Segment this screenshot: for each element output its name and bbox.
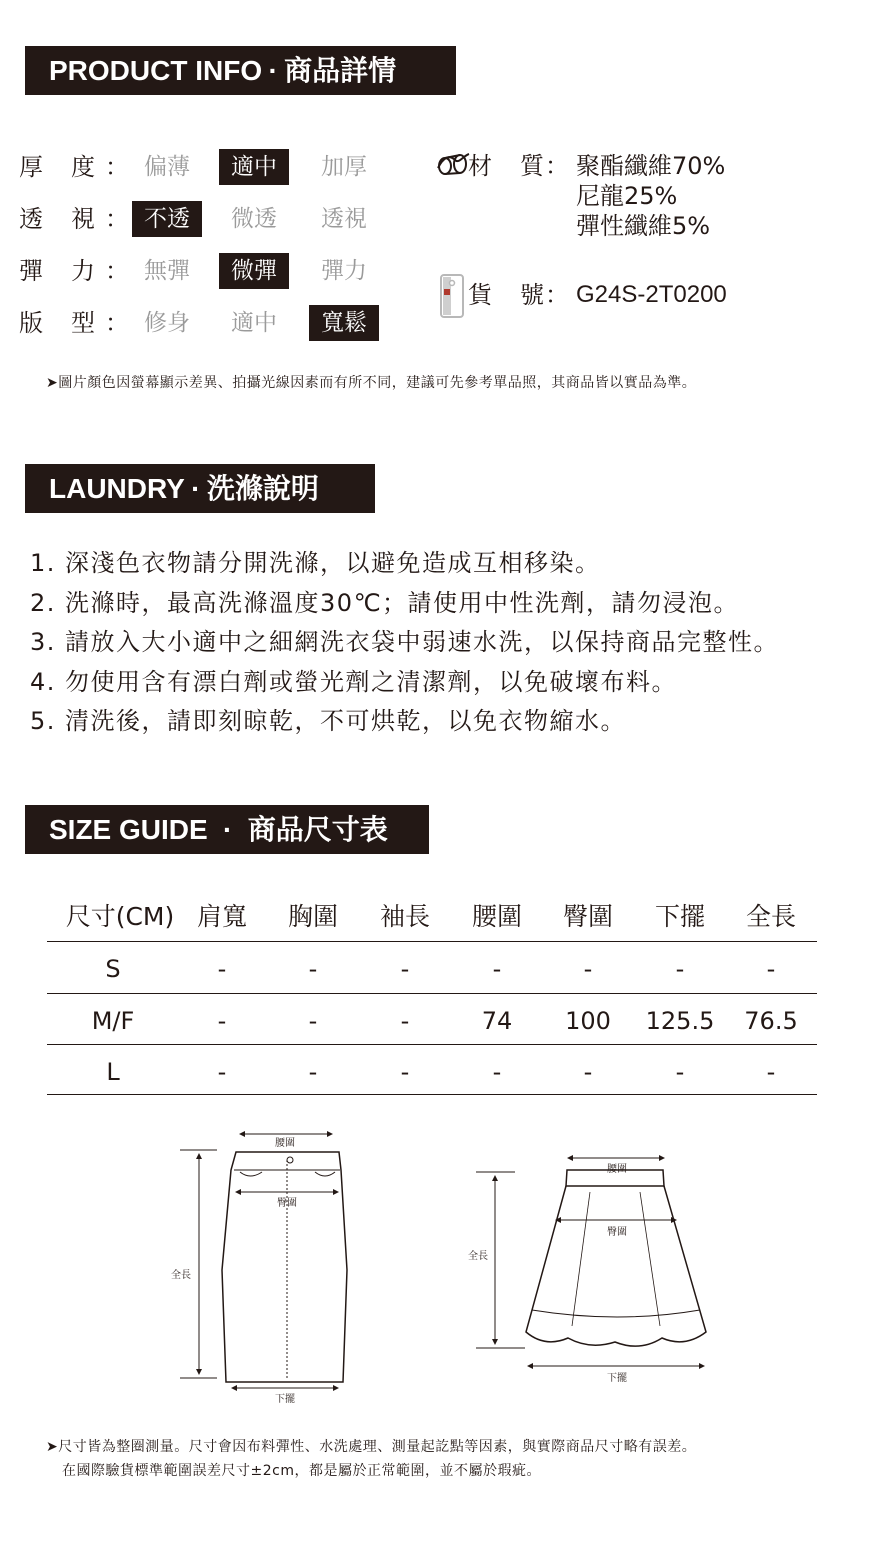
- size-table-cell: -: [766, 1058, 776, 1086]
- item-number-colon: ：: [545, 281, 569, 309]
- size-table-rule: [47, 941, 817, 942]
- size-table-cell: -: [492, 955, 502, 983]
- diagram-label-length: 全長: [468, 1251, 488, 1262]
- size-table-size-cell: S: [105, 955, 121, 983]
- attribute-option-selected: 微彈: [219, 253, 289, 289]
- size-table-cell: -: [583, 1058, 593, 1086]
- attribute-option: 加厚: [321, 154, 367, 180]
- laundry-header-zh: 洗滌說明: [206, 473, 319, 504]
- product-info-header-en: PRODUCT INFO: [49, 55, 263, 86]
- size-table-header-cell: 袖長: [379, 902, 430, 931]
- attribute-label-char2: 型: [71, 309, 95, 337]
- laundry-item: 3. 請放入大小適中之細網洗衣袋中弱速水洗，以保持商品完整性。: [30, 628, 780, 656]
- attribute-option-selected: 不透: [132, 201, 202, 237]
- attribute-option-selected: 適中: [219, 149, 289, 185]
- attribute-option: 偏薄: [144, 154, 190, 180]
- size-table-rule: [47, 1094, 817, 1095]
- flared-skirt-diagram: [468, 1158, 706, 1384]
- product-info-header: [25, 46, 456, 95]
- size-table-cell: -: [400, 955, 410, 983]
- material-char2: 質: [520, 152, 544, 180]
- size-table-cell: -: [308, 955, 318, 983]
- size-table-cell: 76.5: [744, 1007, 798, 1035]
- size-table-header-cell: 下擺: [654, 902, 705, 931]
- attribute-option-selected: 寬鬆: [309, 305, 379, 341]
- item-number-char1: 貨: [468, 281, 492, 309]
- attribute-row: [19, 303, 419, 343]
- size-note-line-2: 在國際驗貨標準範圍誤差尺寸±2cm，都是屬於正常範圍，並不屬於瑕疵。: [62, 1463, 541, 1479]
- size-table-cell: 74: [481, 1007, 513, 1035]
- laundry-item: 1. 深淺色衣物請分開洗滌，以避免造成互相移染。: [30, 549, 601, 577]
- size-table-cell: -: [217, 955, 227, 983]
- size-table-rule: [47, 1044, 817, 1045]
- size-table-cell: -: [766, 955, 776, 983]
- size-table-header-cell: 全長: [745, 902, 796, 931]
- skirt-diagrams: [0, 1120, 875, 1420]
- item-number-value: G24S-2T0200: [576, 281, 727, 308]
- laundry-header-en: LAUNDRY: [49, 473, 185, 504]
- size-table-header-cell: 腰圍: [471, 902, 522, 931]
- diagram-label-hip: 臀圍: [607, 1227, 627, 1238]
- color-disclaimer-note: ➤圖片顏色因螢幕顯示差異、拍攝光線因素而有所不同，建議可先參考單品照，其商品皆以實品為準。: [46, 375, 697, 391]
- diagram-label-waist: 腰圍: [607, 1164, 627, 1175]
- size-table-cell: -: [400, 1007, 410, 1035]
- size-table-header-cell: 臀圍: [562, 902, 613, 931]
- attribute-label-colon: ：: [105, 153, 129, 181]
- size-table-cell: -: [492, 1058, 502, 1086]
- attribute-row: [19, 147, 419, 187]
- attribute-row: [19, 199, 419, 239]
- attribute-label-colon: ：: [105, 205, 129, 233]
- size-table-header-cell: 胸圍: [287, 902, 338, 931]
- header-dot: ·: [268, 55, 278, 86]
- attribute-option: 透視: [321, 206, 367, 232]
- size-table-cell: -: [583, 955, 593, 983]
- diagram-label-hem: 下擺: [275, 1394, 295, 1405]
- tag-icon: [440, 274, 464, 318]
- material-char1: 材: [468, 152, 492, 180]
- diagram-label-hem: 下擺: [607, 1373, 627, 1384]
- product-info-header-zh: 商品詳情: [284, 55, 397, 86]
- material-line-2: 尼龍25%: [576, 182, 678, 210]
- laundry-item: 4. 勿使用含有漂白劑或螢光劑之清潔劑，以免破壞布料。: [30, 668, 678, 696]
- laundry-header: [25, 464, 375, 513]
- material-line-1: 聚酯纖維70%: [576, 152, 726, 180]
- attribute-option: 微透: [231, 206, 277, 232]
- size-table-cell: 125.5: [645, 1007, 715, 1035]
- diagram-label-hip: 臀圍: [277, 1198, 297, 1209]
- attribute-label-char2: 度: [71, 153, 95, 181]
- attribute-row: [19, 251, 419, 291]
- size-guide-header-en: SIZE GUIDE: [49, 814, 208, 845]
- attribute-option: 無彈: [144, 258, 190, 284]
- size-table-size-cell: L: [106, 1058, 120, 1086]
- header-dot: ·: [191, 473, 201, 504]
- attribute-label-colon: ：: [105, 309, 129, 337]
- header-dot: ·: [223, 814, 233, 845]
- attribute-label-char2: 視: [71, 205, 95, 233]
- size-note-line-1: ➤尺寸皆為整圈測量。尺寸會因布料彈性、水洗處理、測量起訖點等因素，與實際商品尺寸略有誤差。: [46, 1439, 697, 1455]
- size-table-size-cell: M/F: [91, 1007, 135, 1035]
- diagram-label-waist: 腰圍: [275, 1138, 295, 1149]
- item-number-char2: 號: [520, 281, 544, 309]
- material-line-3: 彈性纖維5%: [576, 212, 711, 240]
- size-table-cell: -: [675, 955, 685, 983]
- attribute-label-char1: 版: [19, 309, 43, 337]
- size-table-cell: -: [675, 1058, 685, 1086]
- size-guide-header: [25, 805, 429, 854]
- attribute-label-char1: 透: [19, 205, 43, 233]
- size-table-cell: 100: [565, 1007, 611, 1035]
- laundry-item: 5. 清洗後，請即刻晾乾，不可烘乾，以免衣物縮水。: [30, 707, 627, 735]
- size-table-header-cell: 肩寬: [196, 902, 247, 931]
- attribute-option: 彈力: [321, 258, 367, 284]
- attribute-label-char2: 力: [71, 257, 95, 285]
- size-table-cell: -: [217, 1007, 227, 1035]
- size-table-cell: -: [308, 1058, 318, 1086]
- size-table-cell: -: [308, 1007, 318, 1035]
- size-table-cell: -: [400, 1058, 410, 1086]
- laundry-item: 2. 洗滌時，最高洗滌溫度30℃；請使用中性洗劑，請勿浸泡。: [30, 589, 740, 617]
- attribute-option: 適中: [231, 310, 277, 336]
- attribute-label-colon: ：: [105, 257, 129, 285]
- attribute-label-char1: 厚: [19, 153, 43, 181]
- material-colon: ：: [545, 152, 569, 180]
- attribute-option: 修身: [144, 310, 190, 336]
- size-table-cell: -: [217, 1058, 227, 1086]
- attribute-label-char1: 彈: [19, 257, 43, 285]
- size-table-header-cell: 尺寸(CM): [65, 902, 175, 931]
- diagram-label-length: 全長: [171, 1270, 191, 1281]
- size-guide-header-zh: 商品尺寸表: [247, 814, 388, 845]
- size-table-rule: [47, 993, 817, 994]
- pencil-skirt-diagram: [171, 1134, 347, 1405]
